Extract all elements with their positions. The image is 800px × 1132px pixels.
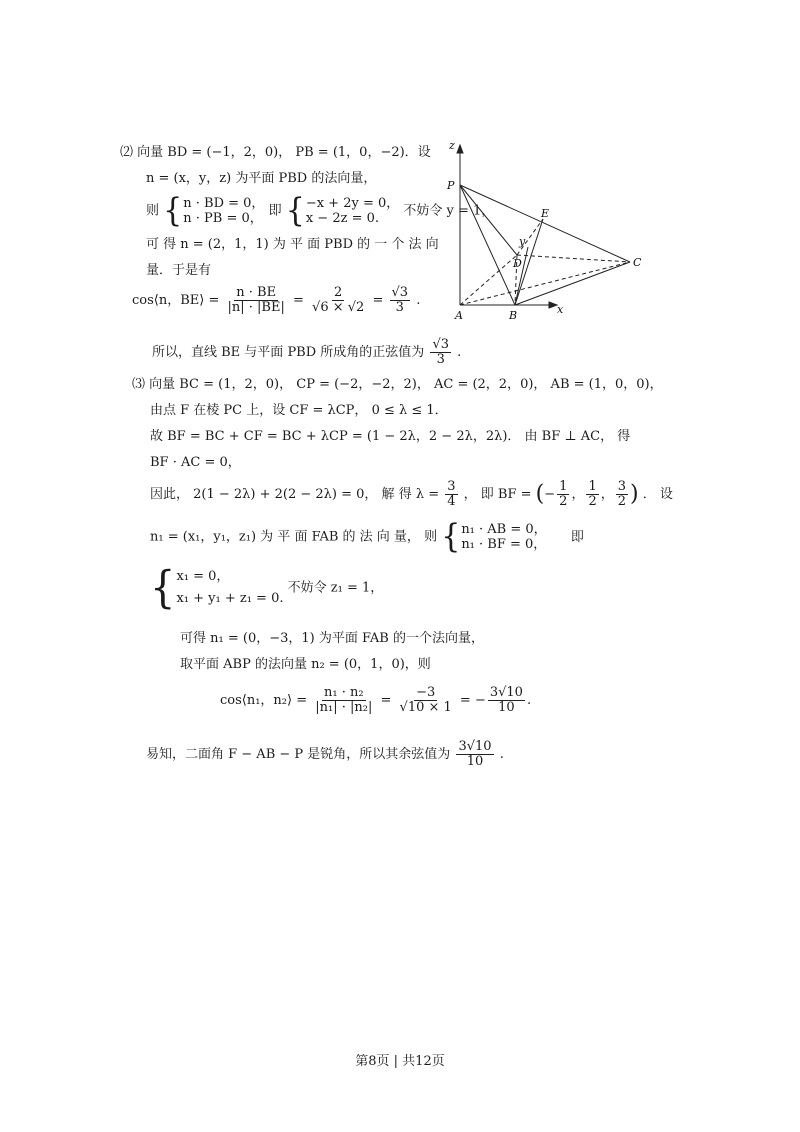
system-brace-2: { −x + 2y = 0， x − 2z = 0. — [285, 191, 400, 230]
edge-AC — [460, 262, 630, 305]
edge-DC — [517, 255, 630, 262]
part3-conclusion: 易知，二面角 F − AB − P 是锐角，所以其余弦值为 $\frac{3√10}{10}$ . — [146, 739, 504, 769]
part3-line5: 因此， 2(1 − 2λ) + 2(2 − 2λ) = 0， 解 得 λ = $\frac{3}{4}$ ， 即 BF = (− $\frac{1}{2}$ ， $\frac{1}{2}$ ， $\frac{3}{2}$ ) ． 设 — [150, 479, 673, 509]
eq-row-4: x − 2z = 0. — [305, 211, 379, 226]
label-E: E — [541, 207, 550, 220]
part2-line4: 可 得 n = (2，1，1) 为 平 面 PBD 的 一 个 法 向 — [146, 237, 439, 252]
cos-lhs: cos⟨n，BE⟩ = — [132, 293, 220, 308]
eq-row-1: n · BD = 0， — [183, 196, 265, 211]
edge-BC — [515, 262, 630, 305]
part3-line9: 取平面 ABP 的法向量 n₂ = (0，1，0)，则 — [180, 657, 431, 672]
concl-frac: $\frac{√3}{3}$ — [432, 337, 449, 367]
part3-line7: { x₁ = 0， x₁ + y₁ + z₁ = 0. 不妨令 z₁ = 1， — [150, 562, 384, 614]
part3-line3: 故 BF = BC + CF = BC + λCP = (1 − 2λ，2 − 2λ，2λ)． 由 BF ⊥ AC， 得 — [150, 429, 631, 444]
lambda-frac: $\frac{3}{4}$ — [447, 479, 456, 509]
system-brace-4: { x₁ = 0， x₁ + y₁ + z₁ = 0. — [150, 562, 284, 614]
label-D: D — [513, 257, 522, 270]
page-footer: 第8页 | 共12页 — [355, 1054, 445, 1069]
frac-2: $\frac{2}{√6 \times √2}$ — [312, 285, 365, 315]
part2-ie: 即 — [268, 203, 282, 219]
eq-row-3: −x + 2y = 0， — [305, 196, 400, 211]
eq-row-2: n · PB = 0， — [183, 211, 263, 226]
part2-cos-formula: cos⟨n，BE⟩ = $\frac{n \cdot BE}{|n| \cdot |BE|}$ = $\frac{2}{√6 \times √2}$ = $\frac{√3}{3}$ . — [132, 285, 421, 315]
part2-line2: n = (x，y，z) 为平面 PBD 的法向量， — [146, 171, 377, 186]
x-arrow — [549, 302, 557, 308]
label-C: C — [633, 256, 642, 269]
label-B: B — [509, 309, 518, 322]
edge-PC — [460, 185, 630, 262]
part2-conclusion: 所以，直线 BE 与平面 PBD 所成角的正弦值为 $\frac{√3}{3}$ . — [152, 337, 462, 367]
label-y: y — [519, 235, 526, 248]
part3-line6: n₁ = (x₁，y₁，z₁) 为 平 面 FAB 的 法 向 量， 则 { n₁ · AB = 0， n₁ · BF = 0， 即 — [150, 517, 584, 556]
part3-line8: 可得 n₁ = (0，−3，1) 为平面 FAB 的一个法向量， — [180, 631, 484, 646]
part3-cos-formula: cos⟨n₁，n₂⟩ = $\frac{\text{n₁ · n₂}}{\text{|n₁| · |n₂|}}$ = $\frac{-3}{√10 \times 1}$ = − $\frac{3√10}{10}$ . — [220, 685, 532, 715]
z-arrow — [457, 145, 463, 153]
part3-line2: 由点 F 在棱 PC 上，设 CF = λCP， 0 ≤ λ ≤ 1． — [150, 403, 448, 418]
label-P: P — [447, 179, 455, 192]
part2-line3 — [146, 191, 495, 230]
part2-line1: ⑵ 向量 BD = (−1，2，0)， PB = (1，0，−2)．设 — [120, 145, 431, 160]
frac-3: $\frac{√3}{3}$ — [391, 285, 409, 315]
part2-let: 不妨令 y = 1， — [403, 203, 495, 219]
system-brace-1: { n · BD = 0， n · PB = 0， — [163, 191, 265, 230]
label-A: A — [455, 309, 463, 322]
part3-line1: ⑶ 向量 BC = (1，2，0)， CP = (−2，−2，2)， AC = (2，2，0)， AB = (1，0，0)， — [132, 377, 663, 392]
edge-PD — [460, 185, 517, 255]
edge-PB — [460, 185, 515, 305]
system-brace-3: { n₁ · AB = 0， n₁ · BF = 0， — [441, 517, 547, 556]
label-z: z — [449, 139, 455, 152]
part2-then: 则 — [146, 203, 160, 219]
part3-line4: BF · AC = 0， — [150, 455, 241, 470]
frac-1: $\frac{n \cdot BE}{|n| \cdot |BE|}$ — [227, 285, 285, 315]
pyramid-diagram — [445, 135, 645, 325]
part2-line5: 量．于是有 — [146, 263, 212, 278]
label-x: x — [557, 303, 564, 316]
